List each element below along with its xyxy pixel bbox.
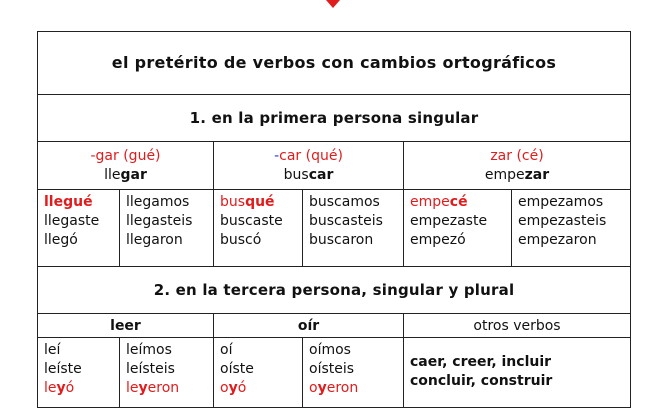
section1-heading: 1. en la primera persona singular [38,94,631,142]
empezar-plural: empezamos empezasteis empezaron [512,190,631,266]
red-arrow-icon [326,0,340,8]
leer-singular: leí leíste leyó [38,337,120,407]
leer-plural: leímos leísteis leyeron [120,337,214,407]
zar-header: zar (cé) empezar [404,142,631,190]
llegar-singular: llegué llegaste llegó [38,190,120,266]
otros-header: otros verbos [404,314,631,337]
oir-header: oír [214,314,404,337]
preterite-table [37,31,631,408]
table-title: el pretérito de verbos con cambios ortográficos [38,32,631,95]
leer-header: leer [38,314,214,337]
empezar-singular: empecé empezaste empezó [404,190,512,266]
car-header: -car (qué) buscar [214,142,404,190]
oir-singular: oí oíste oyó [214,337,303,407]
otros-verbos-list: caer, creer, incluir concluir, construir [404,337,631,407]
buscar-singular: busqué buscaste buscó [214,190,303,266]
gar-header: -gar (gué) llegar [38,142,214,190]
oir-plural: oímos oísteis oyeron [303,337,404,407]
llegar-plural: llegamos llegasteis llegaron [120,190,214,266]
section2-heading: 2. en la tercera persona, singular y plural [38,266,631,314]
buscar-plural: buscamos buscasteis buscaron [303,190,404,266]
